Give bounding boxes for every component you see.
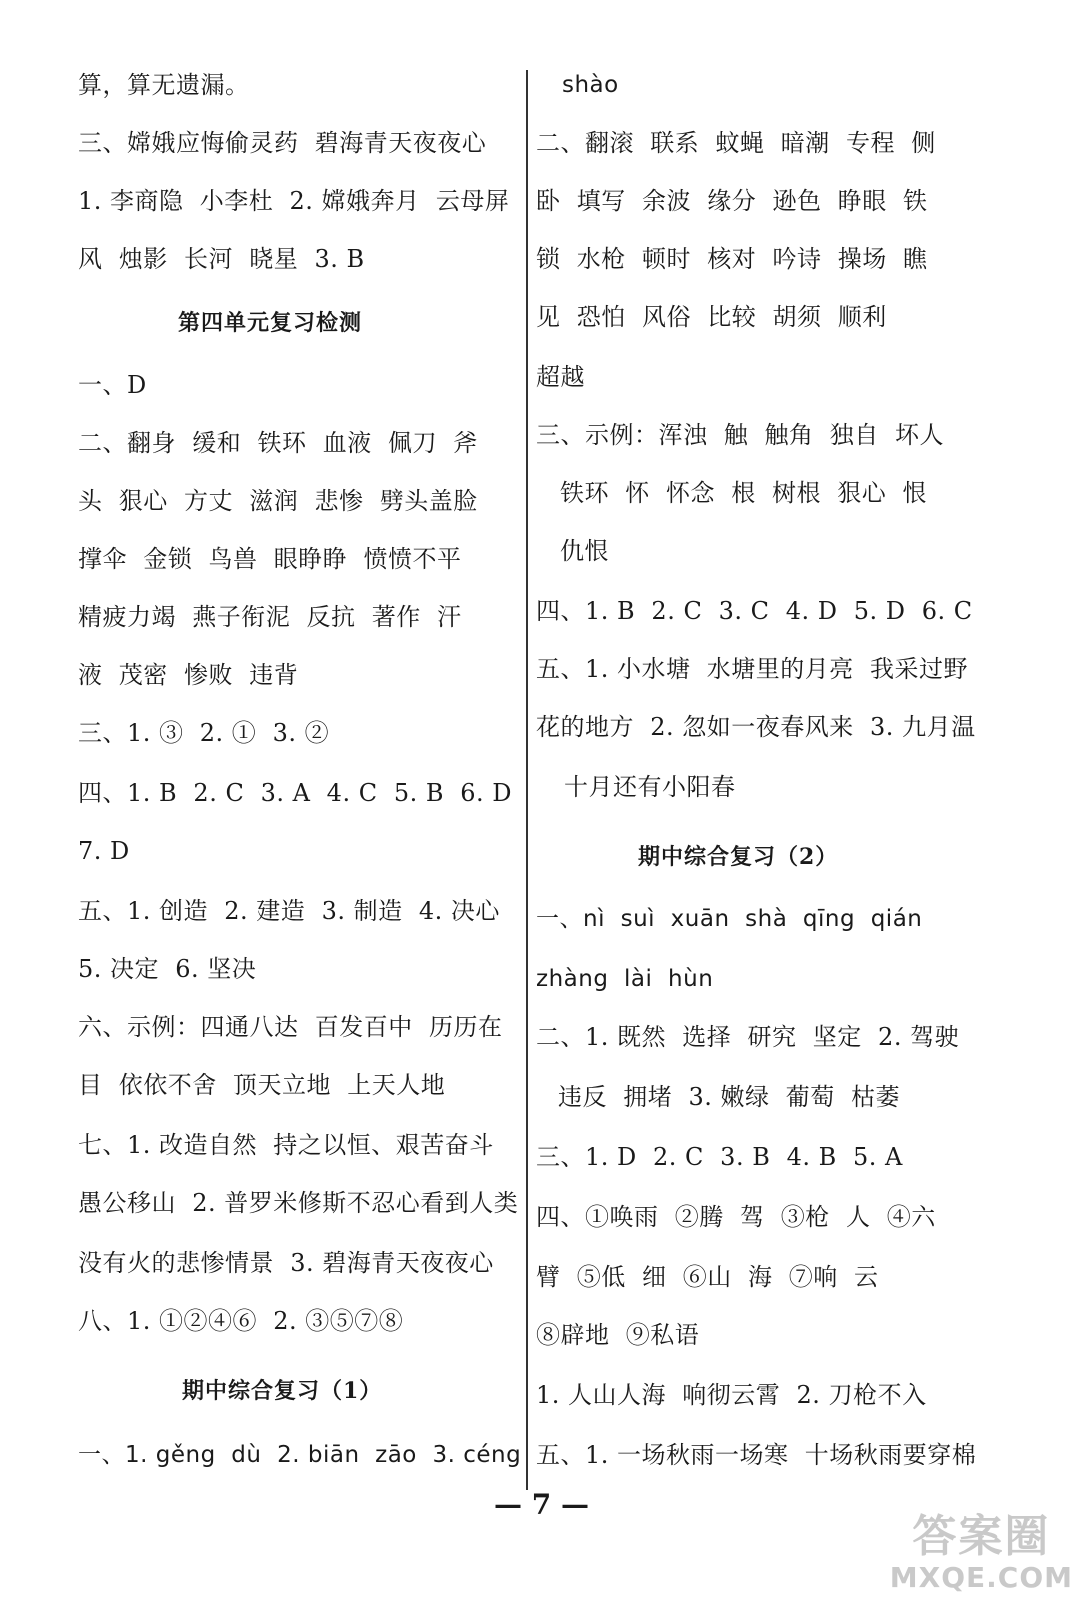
answer-line: 十月还有小阳春	[564, 773, 736, 801]
answer-line: 违反 拥堵 3. 嫩绿 葡萄 枯萎	[558, 1083, 901, 1111]
answer-line: 五、1. 一场秋雨一场寒 十场秋雨要穿棉	[536, 1441, 977, 1469]
answer-line: 二、1. 既然 选择 研究 坚定 2. 驾驶	[536, 1023, 960, 1051]
answer-line: 四、①唤雨 ②腾 驾 ③枪 人 ④六	[536, 1203, 936, 1231]
answer-line: 仇恨	[560, 537, 609, 565]
answer-line: 一、D	[78, 371, 147, 399]
answer-line: 算，算无遗漏。	[78, 71, 250, 99]
answer-line: 三、1. D 2. C 3. B 4. B 5. A	[536, 1143, 903, 1171]
answer-line: 花的地方 2. 忽如一夜春风来 3. 九月温	[536, 713, 976, 741]
answer-line: 超越	[536, 363, 585, 391]
answer-line: 见 恐怕 风俗 比较 胡须 顺利	[536, 303, 887, 331]
section-heading: 第四单元复习检测	[178, 310, 363, 336]
answer-line: 五、1. 小水塘 水塘里的月亮 我采过野	[536, 655, 969, 683]
watermark-logo-text: 答案圈	[912, 1511, 1051, 1562]
answer-line: 八、1. ①②④⑥ 2. ③⑤⑦⑧	[78, 1307, 404, 1335]
answer-line: 三、示例：浑浊 触 触角 独自 坏人	[536, 421, 945, 449]
answer-line: 二、翻身 缓和 铁环 血液 佩刀 斧	[78, 429, 478, 457]
answer-line: 7. D	[78, 837, 130, 865]
answer-line: 三、嫦娥应悔偷灵药 碧海青天夜夜心	[78, 129, 487, 157]
watermark	[890, 1512, 1073, 1594]
answer-line: 1. 人山人海 响彻云霄 2. 刀枪不入	[536, 1381, 927, 1409]
answer-line: 卧 填写 余波 缘分 逊色 睁眼 铁	[536, 187, 928, 215]
answer-line: 精疲力竭 燕子衔泥 反抗 著作 汗	[78, 603, 462, 631]
answer-line: zhàng lài hùn	[536, 966, 714, 992]
answer-line: 没有火的悲惨情景 3. 碧海青天夜夜心	[78, 1249, 494, 1277]
answer-line: 液 茂密 惨败 违背	[78, 661, 299, 689]
answer-line: 头 狠心 方丈 滋润 悲惨 劈头盖脸	[78, 487, 478, 515]
answer-line: shào	[562, 72, 619, 98]
section-heading: 期中综合复习（2）	[638, 844, 839, 870]
page-number: — 7 —	[494, 1488, 589, 1521]
answer-line: 撑伞 金锁 鸟兽 眼睁睁 愤愤不平	[78, 545, 462, 573]
watermark-url: MXQE.COM	[889, 1561, 1073, 1594]
column-divider	[526, 70, 528, 1490]
answer-line: 五、1. 创造 2. 建造 3. 制造 4. 决心	[78, 897, 500, 925]
answer-line: 锁 水枪 顿时 核对 吟诗 操场 瞧	[536, 245, 928, 273]
answer-line: 愚公移山 2. 普罗米修斯不忍心看到人类	[78, 1189, 519, 1217]
answer-line: 目 依依不舍 顶天立地 上天人地	[78, 1071, 446, 1099]
answer-line: 二、翻滚 联系 蚊蝇 暗潮 专程 侧	[536, 129, 936, 157]
answer-line: 一、1. gěng dù 2. biān zāo 3. céng	[78, 1442, 522, 1468]
answer-line: 臂 ⑤低 细 ⑥山 海 ⑦响 云	[536, 1263, 879, 1291]
section-heading: 期中综合复习（1）	[182, 1378, 383, 1404]
answer-line: 四、1. B 2. C 3. C 4. D 5. D 6. C	[536, 597, 973, 625]
answer-line: 1. 李商隐 小李杜 2. 嫦娥奔月 云母屏	[78, 187, 510, 215]
answer-line: 一、nì suì xuān shà qīng qián	[536, 906, 923, 932]
answer-line: 风 烛影 长河 晓星 3. B	[78, 245, 365, 273]
answer-line: 四、1. B 2. C 3. A 4. C 5. B 6. D	[78, 779, 513, 807]
answer-line: 七、1. 改造自然 持之以恒、艰苦奋斗	[78, 1131, 494, 1159]
answer-line: 5. 决定 6. 坚决	[78, 955, 257, 983]
answer-line: 铁环 怀 怀念 根 树根 狠心 恨	[560, 479, 928, 507]
answer-line: 六、示例：四通八达 百发百中 历历在	[78, 1013, 503, 1041]
answer-line: 三、1. ③ 2. ① 3. ②	[78, 719, 330, 747]
answer-line: ⑧辟地 ⑨私语	[536, 1321, 700, 1349]
